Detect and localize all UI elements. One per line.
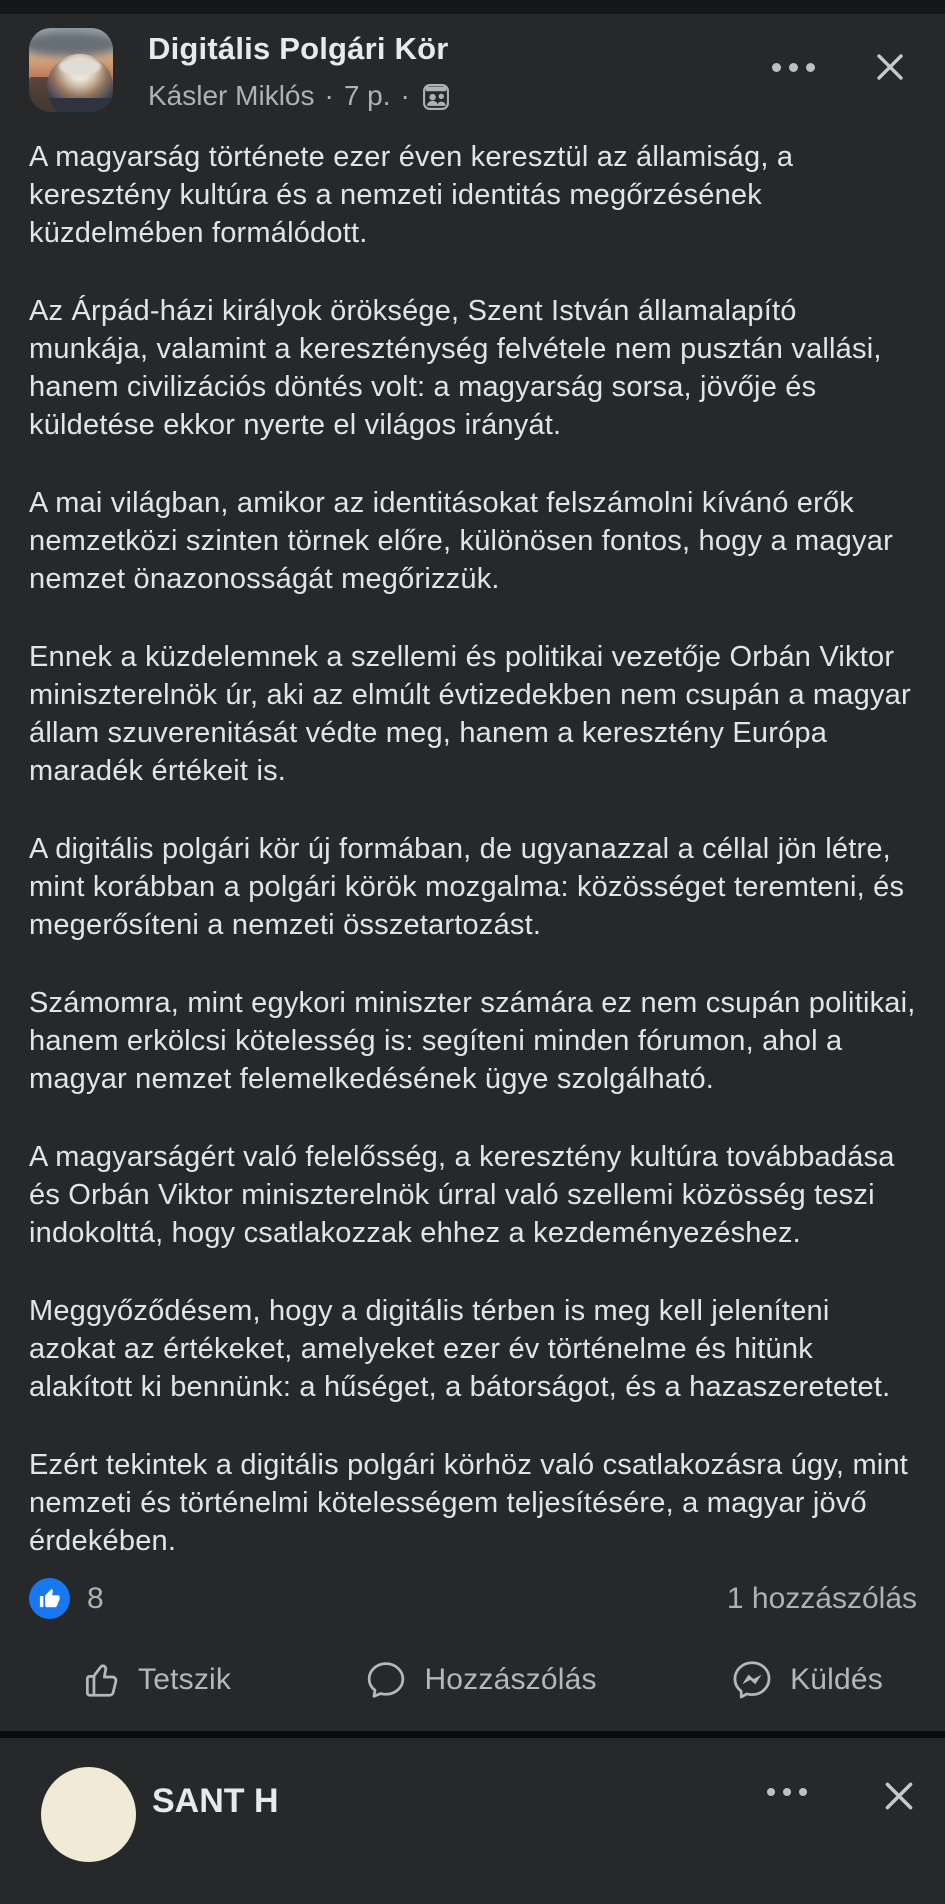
avatar-portrait-art <box>47 54 113 112</box>
status-bar-strip <box>0 0 945 14</box>
post-paragraph: Az Árpád-házi királyok öröksége, Szent István államalapító munkája, valamint a kereszténység felvétele nem pusztán vallási, hanem civilizációs döntés volt: a magyarság sorsa, jövője és küldetése ekkor nyerte el világos irányát. <box>29 295 882 441</box>
post-paragraph: Ezért tekintek a digitális polgári körhöz való csatlakozásra úgy, mint nemzeti és történelmi kötelességem teljesítésére, a magyar jövő érdekében. <box>29 1449 909 1557</box>
next-post-close-button[interactable] <box>879 1776 919 1816</box>
three-dots-icon <box>767 1788 807 1796</box>
next-post-avatar[interactable] <box>41 1767 136 1862</box>
next-post-menu-button[interactable] <box>767 1788 807 1796</box>
subtitle-separator: · <box>324 80 334 111</box>
post-header <box>0 14 945 118</box>
reaction-summary[interactable] <box>29 1578 104 1619</box>
avatar-hair-art <box>59 58 101 75</box>
like-badge <box>29 1578 70 1619</box>
comment-button-label: Hozzászólás <box>424 1663 597 1696</box>
next-post-card <box>0 1738 945 1904</box>
thumbs-up-filled-icon <box>38 1587 61 1610</box>
post-paragraph: A magyarságért való felelősség, a keresztény kultúra továbbadása és Orbán Viktor miniszterelnök úrral való szellemi közösség teszi indokolttá, hogy csatlakozzak ehhez a kezdeményezéshez. <box>29 1141 895 1249</box>
comment-button[interactable] <box>364 1658 596 1702</box>
card-divider <box>0 1731 945 1738</box>
share-button[interactable] <box>730 1658 883 1702</box>
next-post-title[interactable]: SANT H <box>152 1782 279 1820</box>
engagement-summary <box>0 1578 945 1619</box>
group-privacy-icon <box>422 83 450 111</box>
post-title[interactable]: Digitális Polgári Kör <box>148 31 449 66</box>
post-paragraph: Meggyőződésem, hogy a digitális térben is meg kell jeleníteni azokat az értékeket, amelyeket ezer év történelme és hitünk alakított ki bennünk: a hűséget, a bátorságot, és a hazaszeretetet. <box>29 1295 891 1403</box>
thumbs-up-outline-icon <box>78 1658 122 1702</box>
post-subtitle <box>148 80 768 112</box>
like-button[interactable] <box>78 1658 231 1702</box>
header-actions <box>768 44 913 90</box>
post-card <box>0 14 945 1738</box>
avatar-cloud-art <box>29 32 113 56</box>
author-name[interactable]: Kásler Miklós <box>148 80 315 111</box>
close-icon <box>879 1776 919 1816</box>
post-close-button[interactable] <box>867 44 913 90</box>
post-paragraph: Számomra, mint egykori miniszter számára ez nem csupán politikai, hanem erkölcsi kötelesség is: segíteni minden fórumon, ahol a magyar nemzet felemelkedésének ügye szolgálható. <box>29 987 916 1095</box>
timestamp: 7 p. <box>343 80 391 111</box>
group-avatar[interactable] <box>29 28 113 112</box>
subtitle-separator-2: · <box>400 80 410 111</box>
like-button-label: Tetszik <box>138 1663 232 1696</box>
like-count: 8 <box>87 1581 104 1615</box>
messenger-icon <box>730 1658 774 1702</box>
post-menu-button[interactable] <box>768 59 819 76</box>
post-paragraph: Ennek a küzdelemnek a szellemi és politikai vezetője Orbán Viktor miniszterelnök úr, aki az elmúlt évtizedekben nem csupán a magyar állam szuverenitását védte meg, hanem a keresztény Európa maradék értékeit is. <box>29 641 911 787</box>
comment-icon <box>364 1658 408 1702</box>
header-text <box>113 28 768 112</box>
close-icon <box>871 48 909 86</box>
share-button-label: Küldés <box>790 1663 883 1696</box>
comment-count[interactable]: 1 hozzászólás <box>726 1581 917 1615</box>
post-paragraph: A digitális polgári kör új formában, de ugyanazzal a céllal jön létre, mint korábban a polgári körök mozgalma: közösséget teremteni, és megerősíteni a nemzeti összetartozást. <box>29 833 905 941</box>
action-bar <box>0 1649 945 1711</box>
post-paragraph: A mai világban, amikor az identitásokat felszámolni kívánó erők nemzetközi szinten törnek előre, különösen fontos, hogy a magyar nemzet önazonosságát megőrizzük. <box>29 487 893 595</box>
post-text <box>0 118 945 1560</box>
three-dots-icon <box>772 63 815 72</box>
post-paragraph: A magyarság története ezer éven keresztül az államiság, a keresztény kultúra és a nemzeti identitás megőrzésének küzdelmében formálódott. <box>29 141 794 249</box>
avatar-suit-art <box>47 98 113 112</box>
